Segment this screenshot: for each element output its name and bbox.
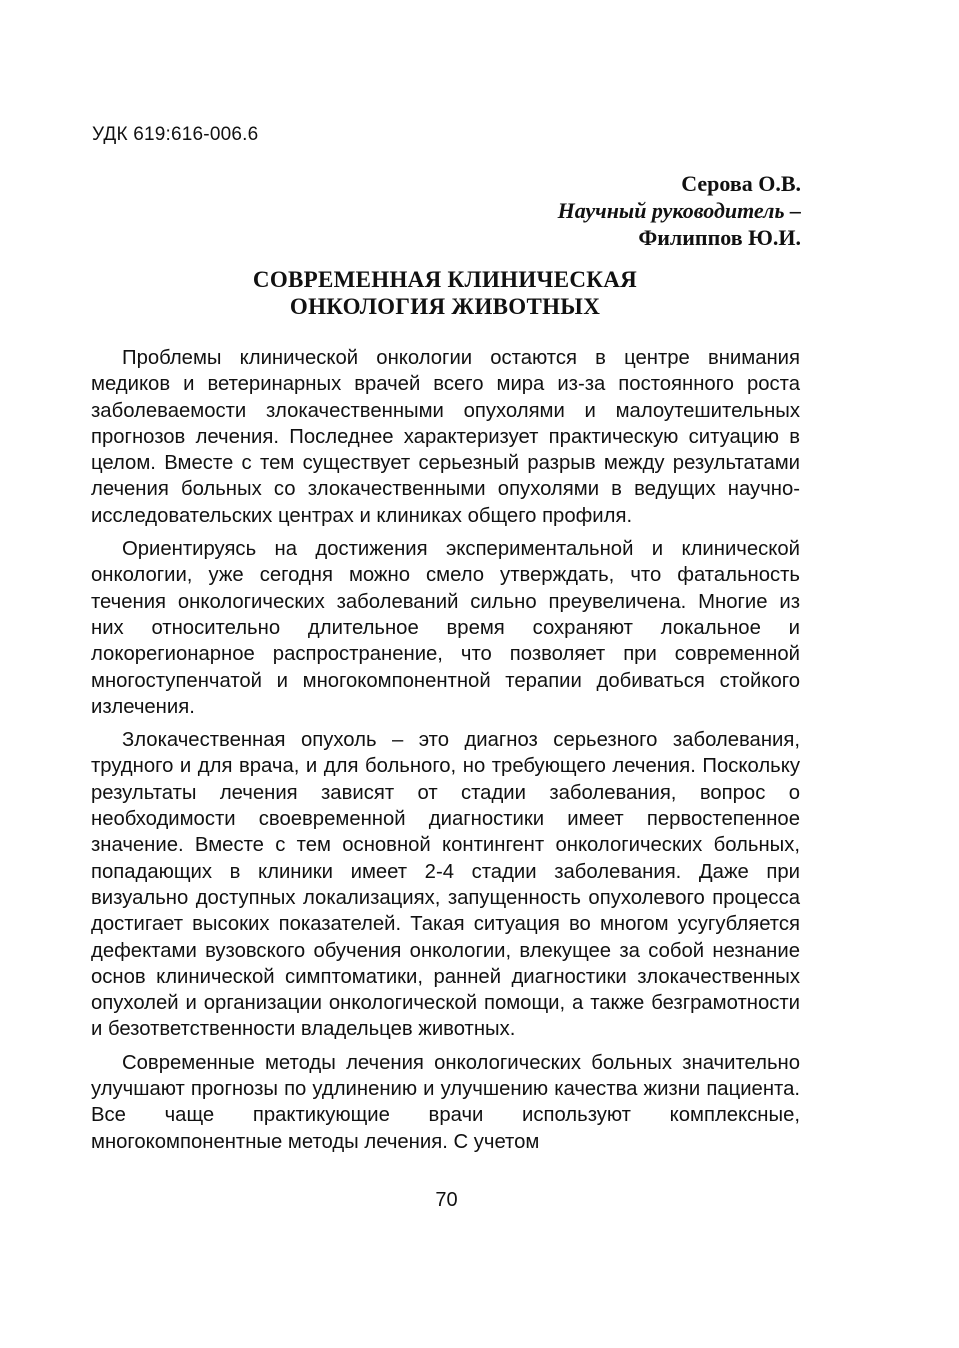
article-body: [91, 345, 800, 1155]
advisor-label: Научный руководитель –: [557, 198, 801, 223]
udk-code: УДК 619:616-006.6: [92, 124, 259, 145]
author-block: [558, 170, 801, 251]
paragraph-2: Ориентируясь на достижения экспериментальной и клинической онкологии, уже сегодня можно смело утверждать, что фатальность течения онкологических заболеваний сильно преувеличена. Многие из них относительно длительное время сохраняют локальное и локорегионарное распространение, что позволяет при современной многоступенчатой и многокомпонентной терапии добиваться стойкого излечения.: [91, 538, 800, 718]
article-title-line-2: ОНКОЛОГИЯ ЖИВОТНЫХ: [289, 294, 601, 319]
article-title-line-1: СОВРЕМЕННАЯ КЛИНИЧЕСКАЯ: [252, 267, 638, 292]
paragraph-1: Проблемы клинической онкологии остаются в центре внимания медиков и ветеринарных врачей всего мира из-за постоянного роста заболеваемости злокачественными опухолями и малоутешительных прогнозов лечения. Последнее характеризует практическую ситуацию в целом. Вместе с тем существует серьезный разрыв между результатами лечения больных со злокачественными опухолями в ведущих научно-исследовательских центрах и клиниках общего профиля.: [91, 347, 800, 527]
author-name: Серова О.В.: [681, 171, 801, 196]
paragraph-4: Современные методы лечения онкологических больных значительно улучшают прогнозы по удлинению и улучшению качества жизни пациента. Все чаще практикующие врачи используют комплексные, многокомпонентные методы лечения. С учетом: [91, 1051, 800, 1153]
paragraph-3: Злокачественная опухоль – это диагноз серьезного заболевания, трудного и для врача, и для больного, но требующего лечения. Поскольку результаты лечения зависят от стадии заболевания, вопрос о необходимости своевременной диагностики имеет первостепенное значение. Вместе с тем основной контингент онкологических больных, попадающих в клиники имеет 2-4 стадии заболевания. Даже при визуально доступных локализациях, запущенность опухолевого процесса достигает высоких показателей. Такая ситуация во многом усугубляется дефектами вузовского обучения онкологии, влекущее за собой незнание основ клинической симптоматики, ранней диагностики злокачественных опухолей и организации онкологической помощи, а также безграмотности и безответственности владельцев животных.: [91, 729, 800, 1041]
advisor-name: Филиппов Ю.И.: [638, 225, 801, 250]
page-number: 70: [435, 1189, 458, 1211]
article-title: [90, 266, 800, 320]
